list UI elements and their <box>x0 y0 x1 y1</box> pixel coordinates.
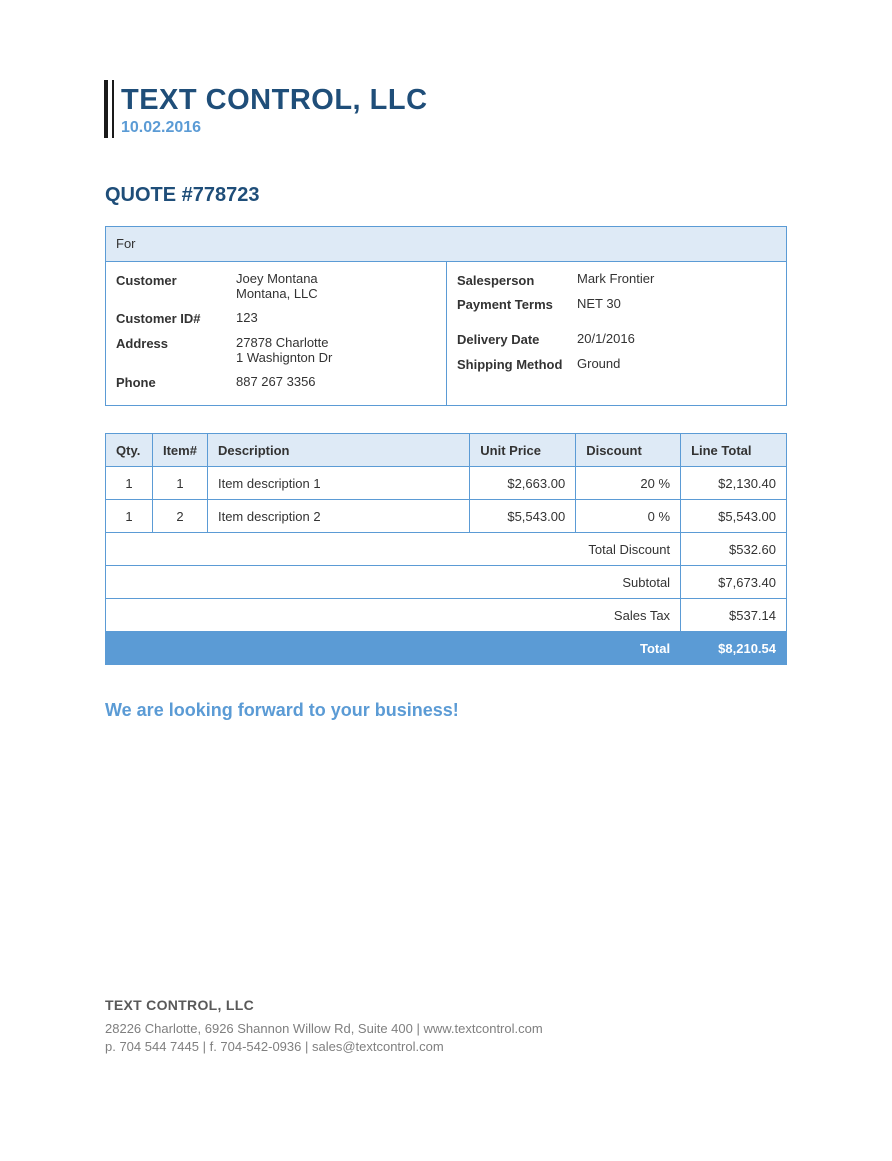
row-discount: 20 % <box>576 467 681 500</box>
subtotal-row <box>106 566 787 599</box>
grand-total-row <box>106 632 787 665</box>
address-label: Address <box>116 336 169 351</box>
phone-value: 887 267 3356 <box>236 374 316 389</box>
row-line-total: $5,543.00 <box>681 500 787 533</box>
address-line-1: 27878 Charlotte <box>236 335 329 350</box>
salesperson-label: Salesperson <box>457 273 535 288</box>
row-line-total: $2,130.40 <box>681 467 787 500</box>
row-item: 2 <box>152 500 207 533</box>
header-unit-price: Unit Price <box>470 434 576 467</box>
table-header-row <box>106 434 787 467</box>
row-unit-price: $2,663.00 <box>470 467 576 500</box>
document-date: 10.02.2016 <box>121 119 202 136</box>
for-heading: For <box>116 236 136 251</box>
customer-info-box <box>105 226 787 406</box>
customer-name: Joey Montana <box>236 271 318 286</box>
row-item: 1 <box>152 467 207 500</box>
row-description: Item description 1 <box>207 467 469 500</box>
customer-company: Montana, LLC <box>236 286 318 301</box>
grand-total-label: Total <box>106 632 681 665</box>
footer-company: TEXT CONTROL, LLC <box>105 997 254 1013</box>
footer-contact: p. 704 544 7445 | f. 704-542-0936 | sales@textcontrol.com <box>105 1039 444 1054</box>
column-divider <box>446 262 447 405</box>
subtotal-value: $7,673.40 <box>681 566 787 599</box>
payment-terms-value: NET 30 <box>577 296 621 311</box>
row-discount: 0 % <box>576 500 681 533</box>
shipping-method-label: Shipping Method <box>457 357 563 372</box>
for-heading-row <box>106 227 786 262</box>
closing-tagline: We are looking forward to your business! <box>105 700 459 720</box>
row-unit-price: $5,543.00 <box>470 500 576 533</box>
row-description: Item description 2 <box>207 500 469 533</box>
letterhead-bar-thin <box>112 80 114 138</box>
total-discount-label: Total Discount <box>106 533 681 566</box>
header-line-total: Line Total <box>681 434 787 467</box>
letterhead-bar-thick <box>104 80 108 138</box>
customer-id: 123 <box>236 310 258 325</box>
header-item: Item# <box>152 434 207 467</box>
line-items-table <box>105 433 787 665</box>
subtotal-label: Subtotal <box>106 566 681 599</box>
header-description: Description <box>207 434 469 467</box>
total-discount-value: $532.60 <box>681 533 787 566</box>
quote-title: QUOTE #778723 <box>105 184 260 206</box>
shipping-method-value: Ground <box>577 356 621 371</box>
table-row <box>106 467 787 500</box>
company-title: TEXT CONTROL, LLC <box>121 84 428 116</box>
total-discount-row <box>106 533 787 566</box>
customer-id-label: Customer ID# <box>116 311 201 326</box>
sales-tax-row <box>106 599 787 632</box>
row-qty: 1 <box>106 500 153 533</box>
header-qty: Qty. <box>106 434 153 467</box>
grand-total-value: $8,210.54 <box>681 632 787 665</box>
customer-label: Customer <box>116 273 177 288</box>
header-discount: Discount <box>576 434 681 467</box>
address-line-2: 1 Washignton Dr <box>236 350 333 365</box>
row-qty: 1 <box>106 467 153 500</box>
footer-address: 28226 Charlotte, 6926 Shannon Willow Rd, Suite 400 | www.textcontrol.com <box>105 1021 543 1036</box>
delivery-date-label: Delivery Date <box>457 332 540 347</box>
salesperson-value: Mark Frontier <box>577 271 655 286</box>
delivery-date-value: 20/1/2016 <box>577 331 635 346</box>
sales-tax-label: Sales Tax <box>106 599 681 632</box>
table-row <box>106 500 787 533</box>
phone-label: Phone <box>116 375 156 390</box>
sales-tax-value: $537.14 <box>681 599 787 632</box>
payment-terms-label: Payment Terms <box>457 297 553 312</box>
